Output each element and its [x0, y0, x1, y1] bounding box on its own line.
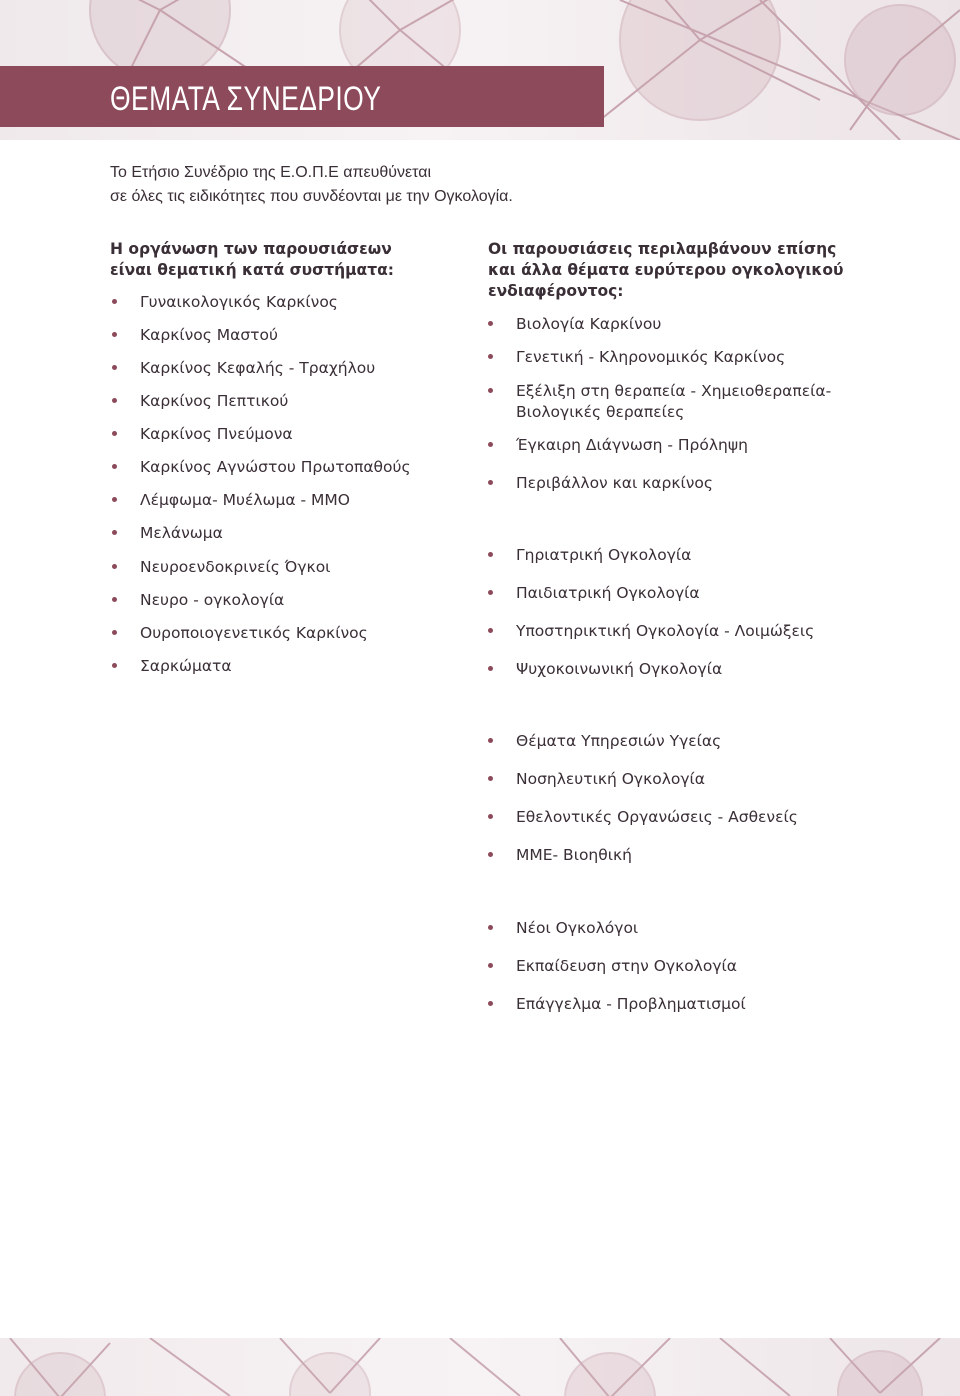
bullet-icon: [488, 852, 493, 857]
bullet-icon: [488, 388, 493, 393]
bullet-icon: [488, 628, 493, 633]
bullet-icon: [112, 564, 117, 569]
bullet-icon: [112, 464, 117, 469]
decorative-pattern-icon: [0, 1338, 960, 1396]
right-column-heading: [488, 239, 844, 302]
bullet-icon: [112, 431, 117, 436]
left-heading-line-1: Η οργάνωση των παρουσιάσεων: [110, 240, 392, 258]
bullet-icon: [488, 776, 493, 781]
intro-line-1: Το Ετήσιο Συνέδριο της Ε.Ο.Π.Ε απευθύνεται: [110, 164, 432, 181]
bullet-icon: [112, 398, 117, 403]
bullet-icon: [112, 365, 117, 370]
bullet-icon: [488, 321, 493, 326]
bullet-icon: [488, 590, 493, 595]
footer-decorative-image: [0, 1338, 960, 1396]
bullet-icon: [112, 630, 117, 635]
right-heading-line-3: ενδιαφέροντος:: [488, 282, 624, 300]
bullet-icon: [488, 963, 493, 968]
bullet-icon: [488, 552, 493, 557]
bullet-icon: [488, 925, 493, 930]
right-heading-line-2: και άλλα θέματα ευρύτερου ογκολογικού: [488, 261, 844, 279]
left-heading-line-2: είναι θεματική κατά συστήματα:: [110, 261, 394, 279]
bullet-icon: [488, 1001, 493, 1006]
bullet-icon: [488, 354, 493, 359]
right-heading-line-1: Οι παρουσιάσεις περιλαμβάνουν επίσης: [488, 240, 837, 258]
bullet-icon: [488, 738, 493, 743]
bullet-icon: [488, 442, 493, 447]
intro-paragraph: [110, 161, 513, 209]
bullet-icon: [112, 497, 117, 502]
bullet-icon: [112, 663, 117, 668]
intro-line-2: σε όλες τις ειδικότητες που συνδέονται με την Ογκολογία.: [110, 188, 513, 205]
bullet-icon: [112, 597, 117, 602]
bullet-icon: [488, 666, 493, 671]
left-column-heading: [110, 239, 394, 281]
bullet-icon: [488, 480, 493, 485]
page-title: ΘΕΜΑΤΑ ΣΥΝΕΔΡΙΟΥ: [110, 80, 382, 118]
bullet-icon: [488, 814, 493, 819]
bullet-icon: [112, 332, 117, 337]
bullet-icon: [112, 530, 117, 535]
bullet-icon: [112, 299, 117, 304]
